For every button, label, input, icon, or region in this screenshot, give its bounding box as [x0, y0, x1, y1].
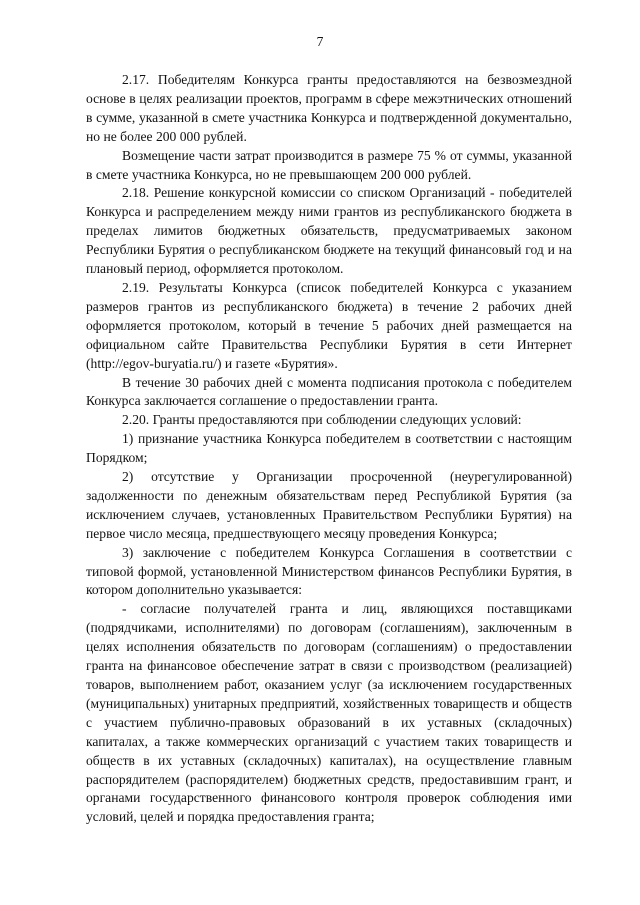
paragraph-2-20: 2.20. Гранты предоставляются при соблюдении следующих условий:	[122, 412, 522, 428]
condition-3: 3) заключение с победителем Конкурса Соглашения в соответствии с типовой формой, установленной Министерством финансов Республики Бурятия, в котором дополнительно указывается:	[86, 544, 572, 598]
document-body	[86, 71, 572, 827]
paragraph-2-18: 2.18. Решение конкурсной комиссии со списком Организаций - победителей Конкурса и распределением между ними грантов из республиканского бюджета в пределах лимитов бюджетных обязательств, предусматриваемых законом Республики Бурятия о республиканском бюджете на текущий финансовый год и на плановый период, оформляется протоколом.	[86, 185, 572, 277]
paragraph-agreement: В течение 30 рабочих дней с момента подписания протокола с победителем Конкурса заключается соглашение о предоставлении гранта.	[86, 374, 572, 409]
paragraph-2-17: 2.17. Победителям Конкурса гранты предоставляются на безвозмездной основе в целях реализации проектов, программ в сфере межэтнических отношений в сумме, указанной в смете участника Конкурса и подтвержденной документально, но не более 200 000 рублей.	[86, 72, 572, 144]
paragraph-reimbursement: Возмещение части затрат производится в размере 75 % от суммы, указанной в смете участника Конкурса, но не превышающем 200 000 рублей.	[86, 147, 572, 182]
condition-1: 1) признание участника Конкурса победителем в соответствии с настоящим Порядком;	[86, 431, 572, 466]
condition-2: 2) отсутствие у Организации просроченной (неурегулированной) задолженности по денежным обязательствам перед Республикой Бурятия (за исключением случаев, установленных Правительством Республики Бурятия) на первое число месяца, предшествующего месяцу проведения Конкурса;	[86, 469, 572, 541]
condition-3-consent: - согласие получателей гранта и лиц, являющихся поставщиками (подрядчиками, исполнителями) по договорам (соглашениям), заключенным в целях исполнения обязательств по договорам (соглашениям) о предоставлении гранта на финансовое обеспечение затрат в связи с производством (реализацией) товаров, выполнением работ, оказанием услуг (за исключением государственных (муниципальных) унитарных предприятий, хозяйственных товариществ и обществ с участием публично-правовых образований в их уставных (складочных) капиталах, а также коммерческих организаций с участием таких товариществ и обществ в их уставных (складочных) капиталах), на осуществление главным распорядителем (распорядителем) бюджетных средств, предоставившим грант, и органами государственного финансового контроля проверок соблюдения ими условий, целей и порядка предоставления гранта;	[86, 601, 572, 825]
page-number: 7	[316, 34, 324, 49]
paragraph-2-19: 2.19. Результаты Конкурса (список победителей Конкурса с указанием размеров грантов из республиканского бюджета) в течение 2 рабочих дней оформляется протоколом, который в течение 5 рабочих дней размещается на официальном сайте Правительства Республики Бурятия в сети Интернет (http://egov-buryatia.ru/) и газете «Бурятия».	[86, 279, 572, 371]
